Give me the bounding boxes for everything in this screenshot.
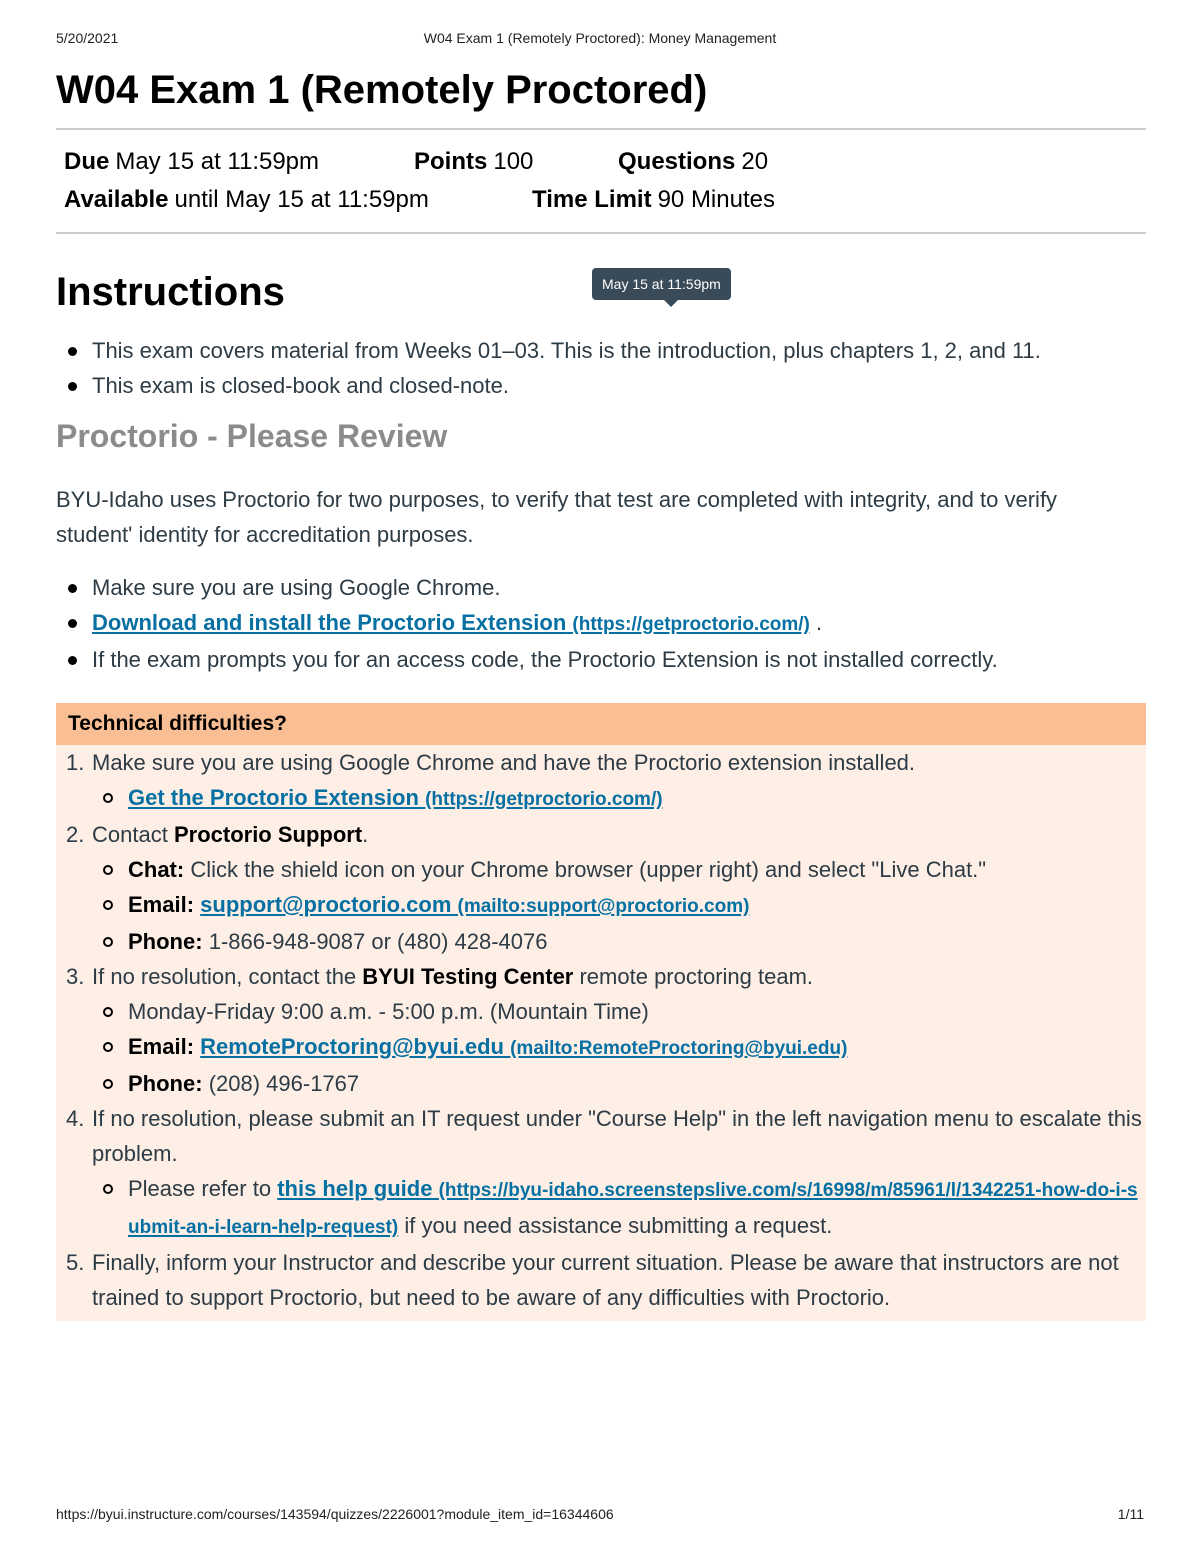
divider bbox=[56, 232, 1146, 234]
print-header bbox=[56, 30, 1144, 50]
remote-proctoring-email-link[interactable]: RemoteProctoring@byui.edu (mailto:RemoteProctoring@byui.edu) bbox=[200, 1034, 848, 1059]
help-guide-link[interactable]: this help guide (https://byu-idaho.screenstepslive.com/s/16998/m/85961/l/1342251-how-do-i-submit-an-i-learn-help-request) bbox=[128, 1176, 1138, 1238]
list-item: Make sure you are using Google Chrome. bbox=[56, 570, 1146, 605]
list-item: Please refer to this help guide (https://byu-idaho.screenstepslive.com/s/16998/m/85961/l/1342251-how-do-i-submit-an-i-learn-help-request) if you need assistance submitting a request. bbox=[92, 1171, 1146, 1245]
due-detail: Due May 15 at 11:59pm bbox=[64, 148, 320, 175]
technical-difficulties-box bbox=[56, 703, 1146, 1321]
time-limit-detail: Time Limit 90 Minutes bbox=[532, 186, 775, 213]
print-footer bbox=[56, 1506, 1144, 1526]
list-item: Email: RemoteProctoring@byui.edu (mailto:RemoteProctoring@byui.edu) bbox=[92, 1029, 1146, 1066]
page-title: W04 Exam 1 (Remotely Proctored) bbox=[56, 68, 708, 112]
page-number: 1/11 bbox=[1117, 1506, 1144, 1522]
quiz-content bbox=[56, 62, 1146, 1310]
print-doc-title: W04 Exam 1 (Remotely Proctored): Money Management bbox=[423, 30, 777, 46]
quiz-details bbox=[56, 130, 1146, 232]
list-item: Monday-Friday 9:00 a.m. - 5:00 p.m. (Mountain Time) bbox=[92, 994, 1146, 1029]
list-item: Email: support@proctorio.com (mailto:support@proctorio.com) bbox=[92, 887, 1146, 924]
list-item: Phone: 1-866-948-9087 or (480) 428-4076 bbox=[92, 924, 1146, 959]
list-item: If the exam prompts you for an access code, the Proctorio Extension is not installed correctly. bbox=[56, 642, 1146, 677]
proctorio-heading: Proctorio - Please Review bbox=[56, 418, 448, 454]
due-date-tooltip: May 15 at 11:59pm bbox=[592, 268, 731, 300]
print-url: https://byui.instructure.com/courses/143594/quizzes/2226001?module_item_id=16344606 bbox=[56, 1506, 614, 1522]
available-detail: Available until May 15 at 11:59pm bbox=[64, 186, 429, 213]
list-item: Chat: Click the shield icon on your Chrome browser (upper right) and select "Live Chat." bbox=[92, 852, 1146, 887]
print-date: 5/20/2021 bbox=[56, 30, 119, 46]
technical-difficulties-heading: Technical difficulties? bbox=[56, 703, 1146, 745]
questions-detail: Questions 20 bbox=[618, 148, 769, 175]
list-item bbox=[92, 780, 1146, 817]
list-item: This exam is closed-book and closed-note. bbox=[56, 368, 1146, 403]
instructions-list bbox=[56, 333, 1146, 403]
list-item: Download and install the Proctorio Extension (https://getproctorio.com/) . bbox=[56, 605, 1146, 642]
help-step-2: 2. Contact Proctorio Support. Chat: Click the shield icon on your Chrome browser (upper right) and select "Live Chat." Email: support@proctorio.com (mailto:support@proctorio.com) Phone: 1-866-948-9087 or (480) 428-4076 bbox=[56, 817, 1146, 959]
download-extension-link[interactable]: Download and install the Proctorio Extension (https://getproctorio.com/) bbox=[92, 610, 810, 635]
get-extension-link[interactable]: Get the Proctorio Extension (https://getproctorio.com/) bbox=[128, 785, 663, 810]
list-item: Phone: (208) 496-1767 bbox=[92, 1066, 1146, 1101]
proctorio-list bbox=[56, 570, 1146, 677]
list-item: This exam covers material from Weeks 01–03. This is the introduction, plus chapters 1, 2, and 11. bbox=[56, 333, 1146, 368]
help-step-3: 3. If no resolution, contact the BYUI Testing Center remote proctoring team. Monday-Friday 9:00 a.m. - 5:00 p.m. (Mountain Time) Email: RemoteProctoring@byui.edu (mailto:RemoteProctoring@byui.edu) Phone: (208) 496-1767 bbox=[56, 959, 1146, 1101]
instructions-heading: Instructions bbox=[56, 270, 285, 314]
help-step-4: 4. If no resolution, please submit an IT request under "Course Help" in the left navigation menu to escalate this problem. Please refer to this help guide (https://byu-idaho.screenstepslive.com/s/16998/m/85961/l/1342251-how-do-i-submit-an-i-learn-help-request) if you need assistance submitting a request. bbox=[56, 1101, 1146, 1245]
points-detail: Points 100 bbox=[414, 148, 534, 175]
help-step-1: 1. Make sure you are using Google Chrome and have the Proctorio extension installed. Get the Proctorio Extension (https://getproctorio.com/) bbox=[56, 745, 1146, 817]
proctorio-intro: BYU-Idaho uses Proctorio for two purposes, to verify that test are completed with integrity, and to verify student' identity for accreditation purposes. bbox=[56, 487, 1058, 547]
help-step-5: 5. Finally, inform your Instructor and describe your current situation. Please be aware that instructors are not trained to support Proctorio, but need to be aware of any difficulties with Proctorio. bbox=[66, 1250, 1119, 1310]
support-email-link[interactable]: support@proctorio.com (mailto:support@proctorio.com) bbox=[200, 892, 750, 917]
